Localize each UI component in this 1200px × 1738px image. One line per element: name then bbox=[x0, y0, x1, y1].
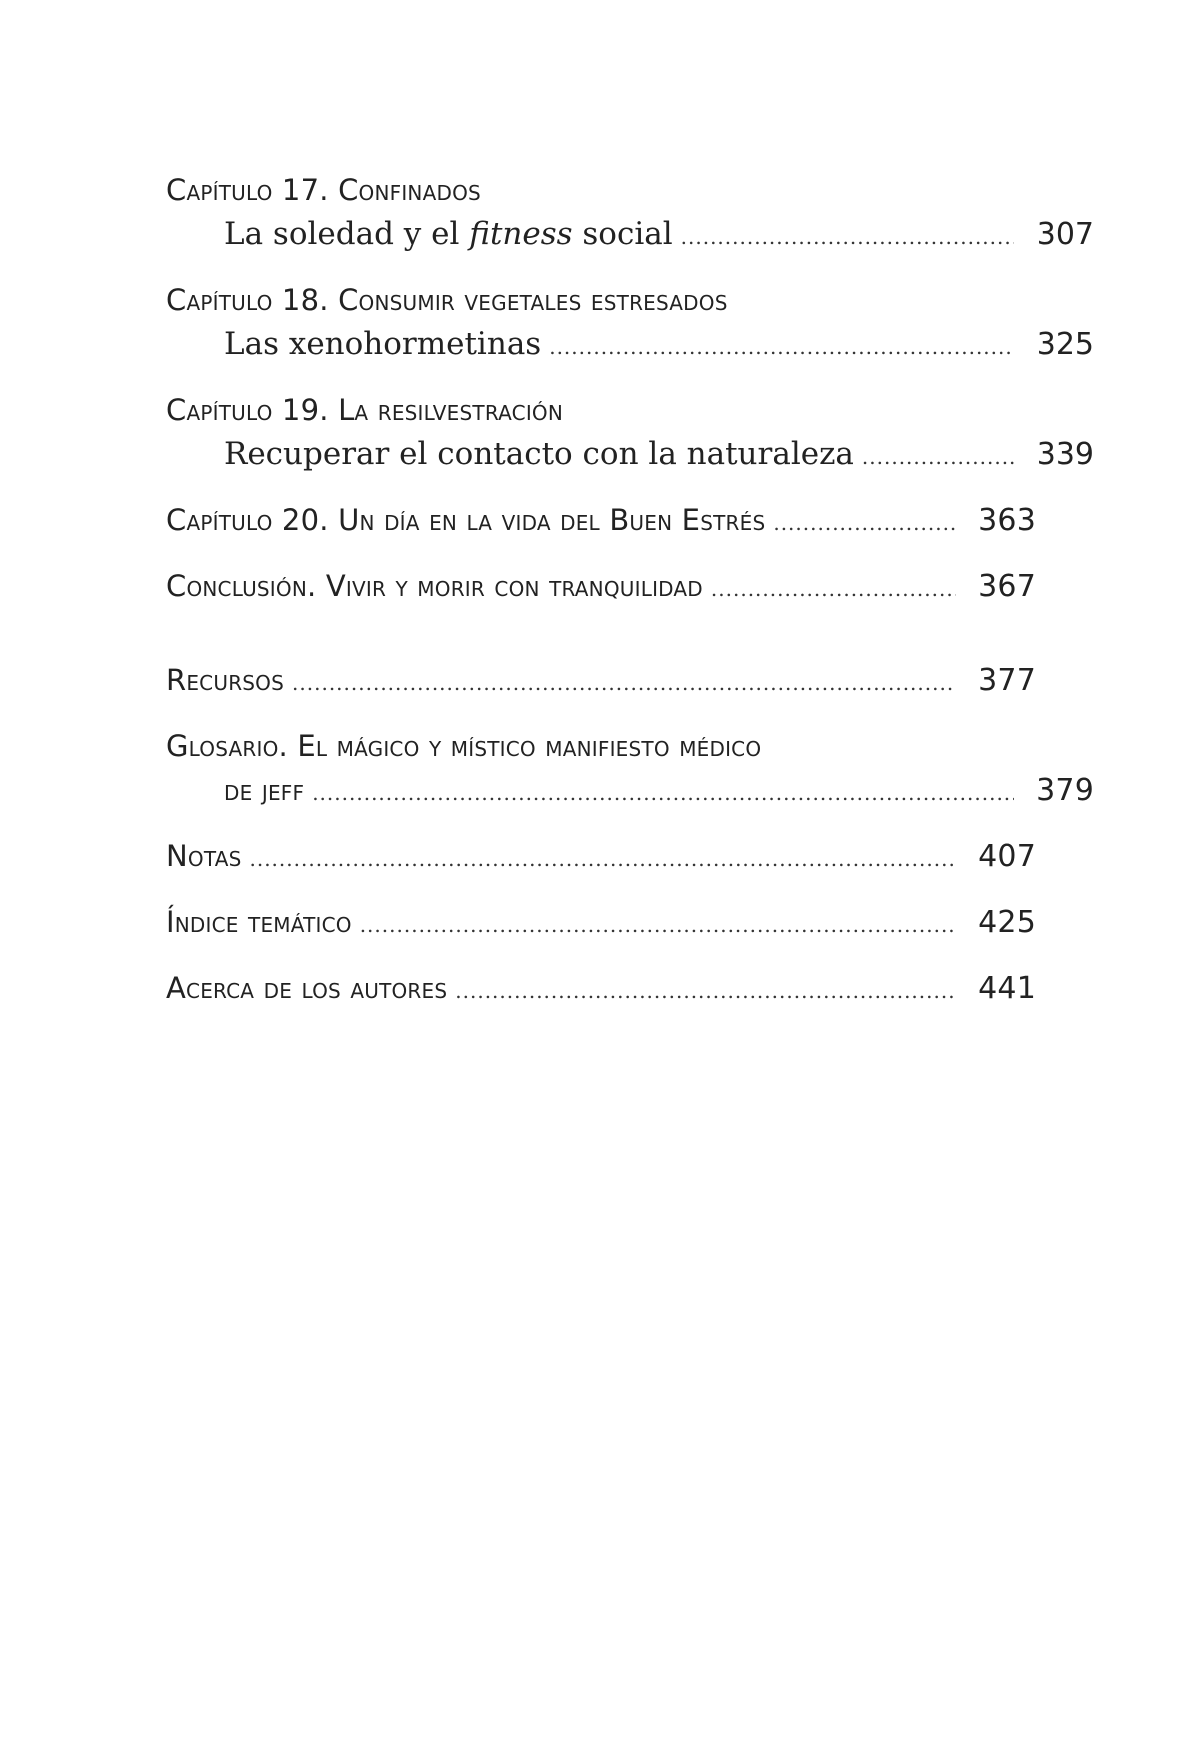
chapter-subtitle bbox=[224, 212, 673, 256]
dot-leader bbox=[312, 771, 1014, 815]
section-title: Recursos bbox=[166, 663, 285, 697]
dot-leader bbox=[455, 969, 956, 1013]
toc-entry-notas[interactable] bbox=[166, 834, 1036, 878]
section-heading-line bbox=[166, 834, 1036, 878]
toc-entry-chapter-18[interactable] bbox=[166, 278, 1094, 366]
section-heading-line bbox=[166, 900, 1036, 944]
chapter-heading bbox=[166, 278, 1036, 322]
toc-entry-glosario[interactable] bbox=[166, 724, 1094, 812]
page-number: 307 bbox=[1036, 217, 1094, 252]
table-of-contents bbox=[166, 168, 1094, 1032]
page-number: 425 bbox=[978, 905, 1036, 940]
toc-entry-indice-tematico[interactable] bbox=[166, 900, 1036, 944]
section-heading-line bbox=[166, 658, 1036, 702]
page-number: 377 bbox=[978, 663, 1036, 698]
chapter-heading-line bbox=[166, 564, 1036, 608]
chapter-title: Capítulo 17. Confinados bbox=[166, 173, 481, 207]
chapter-title: Capítulo 19. La resilvestración bbox=[166, 393, 564, 427]
dot-leader bbox=[773, 501, 956, 545]
chapter-subtitle: Recuperar el contacto con la naturaleza bbox=[224, 436, 854, 472]
chapter-subtitle-line bbox=[166, 432, 1094, 476]
chapter-subtitle-line bbox=[166, 212, 1094, 256]
page-number: 407 bbox=[978, 839, 1036, 874]
section-heading bbox=[166, 724, 1036, 768]
dot-leader bbox=[292, 661, 956, 705]
section-title: Glosario. El mágico y místico manifiesto médico bbox=[166, 729, 762, 763]
page-number: 441 bbox=[978, 971, 1036, 1006]
toc-entry-chapter-17[interactable] bbox=[166, 168, 1094, 256]
section-title: Índice temático bbox=[166, 905, 352, 939]
section-heading-line bbox=[166, 966, 1036, 1010]
toc-entry-conclusion[interactable] bbox=[166, 564, 1036, 608]
toc-entry-chapter-20[interactable] bbox=[166, 498, 1036, 542]
chapter-title: Capítulo 18. Consumir vegetales estresados bbox=[166, 283, 728, 317]
toc-entry-recursos[interactable] bbox=[166, 658, 1036, 702]
subtitle-italic-word: fitness bbox=[469, 216, 573, 252]
page-number: 367 bbox=[978, 569, 1036, 604]
chapter-heading-line bbox=[166, 498, 1036, 542]
page-number: 339 bbox=[1036, 437, 1094, 472]
subtitle-text-end: social bbox=[572, 216, 673, 252]
section-continuation-line bbox=[166, 768, 1094, 812]
section-title: Acerca de los autores bbox=[166, 971, 448, 1005]
page-number: 379 bbox=[1036, 773, 1094, 808]
chapter-subtitle-line bbox=[166, 322, 1094, 366]
chapter-subtitle: Las xenohormetinas bbox=[224, 326, 542, 362]
dot-leader bbox=[711, 567, 956, 611]
chapter-heading bbox=[166, 388, 1036, 432]
page-number: 325 bbox=[1036, 327, 1094, 362]
section-title: Notas bbox=[166, 839, 242, 873]
subtitle-text-start: La soledad y el bbox=[224, 216, 470, 252]
dot-leader bbox=[249, 837, 956, 881]
dot-leader bbox=[681, 215, 1014, 259]
chapter-title: Conclusión. Vivir y morir con tranquilidad bbox=[166, 569, 703, 603]
toc-entry-acerca-de-los-autores[interactable] bbox=[166, 966, 1036, 1010]
dot-leader bbox=[549, 325, 1014, 369]
page-number: 363 bbox=[978, 503, 1036, 538]
toc-entry-chapter-19[interactable] bbox=[166, 388, 1094, 476]
chapter-title: Capítulo 20. Un día en la vida del Buen Estrés bbox=[166, 503, 766, 537]
chapter-heading bbox=[166, 168, 1036, 212]
dot-leader bbox=[862, 435, 1014, 479]
dot-leader bbox=[360, 903, 956, 947]
section-title-continuation: de jeff bbox=[224, 773, 305, 807]
